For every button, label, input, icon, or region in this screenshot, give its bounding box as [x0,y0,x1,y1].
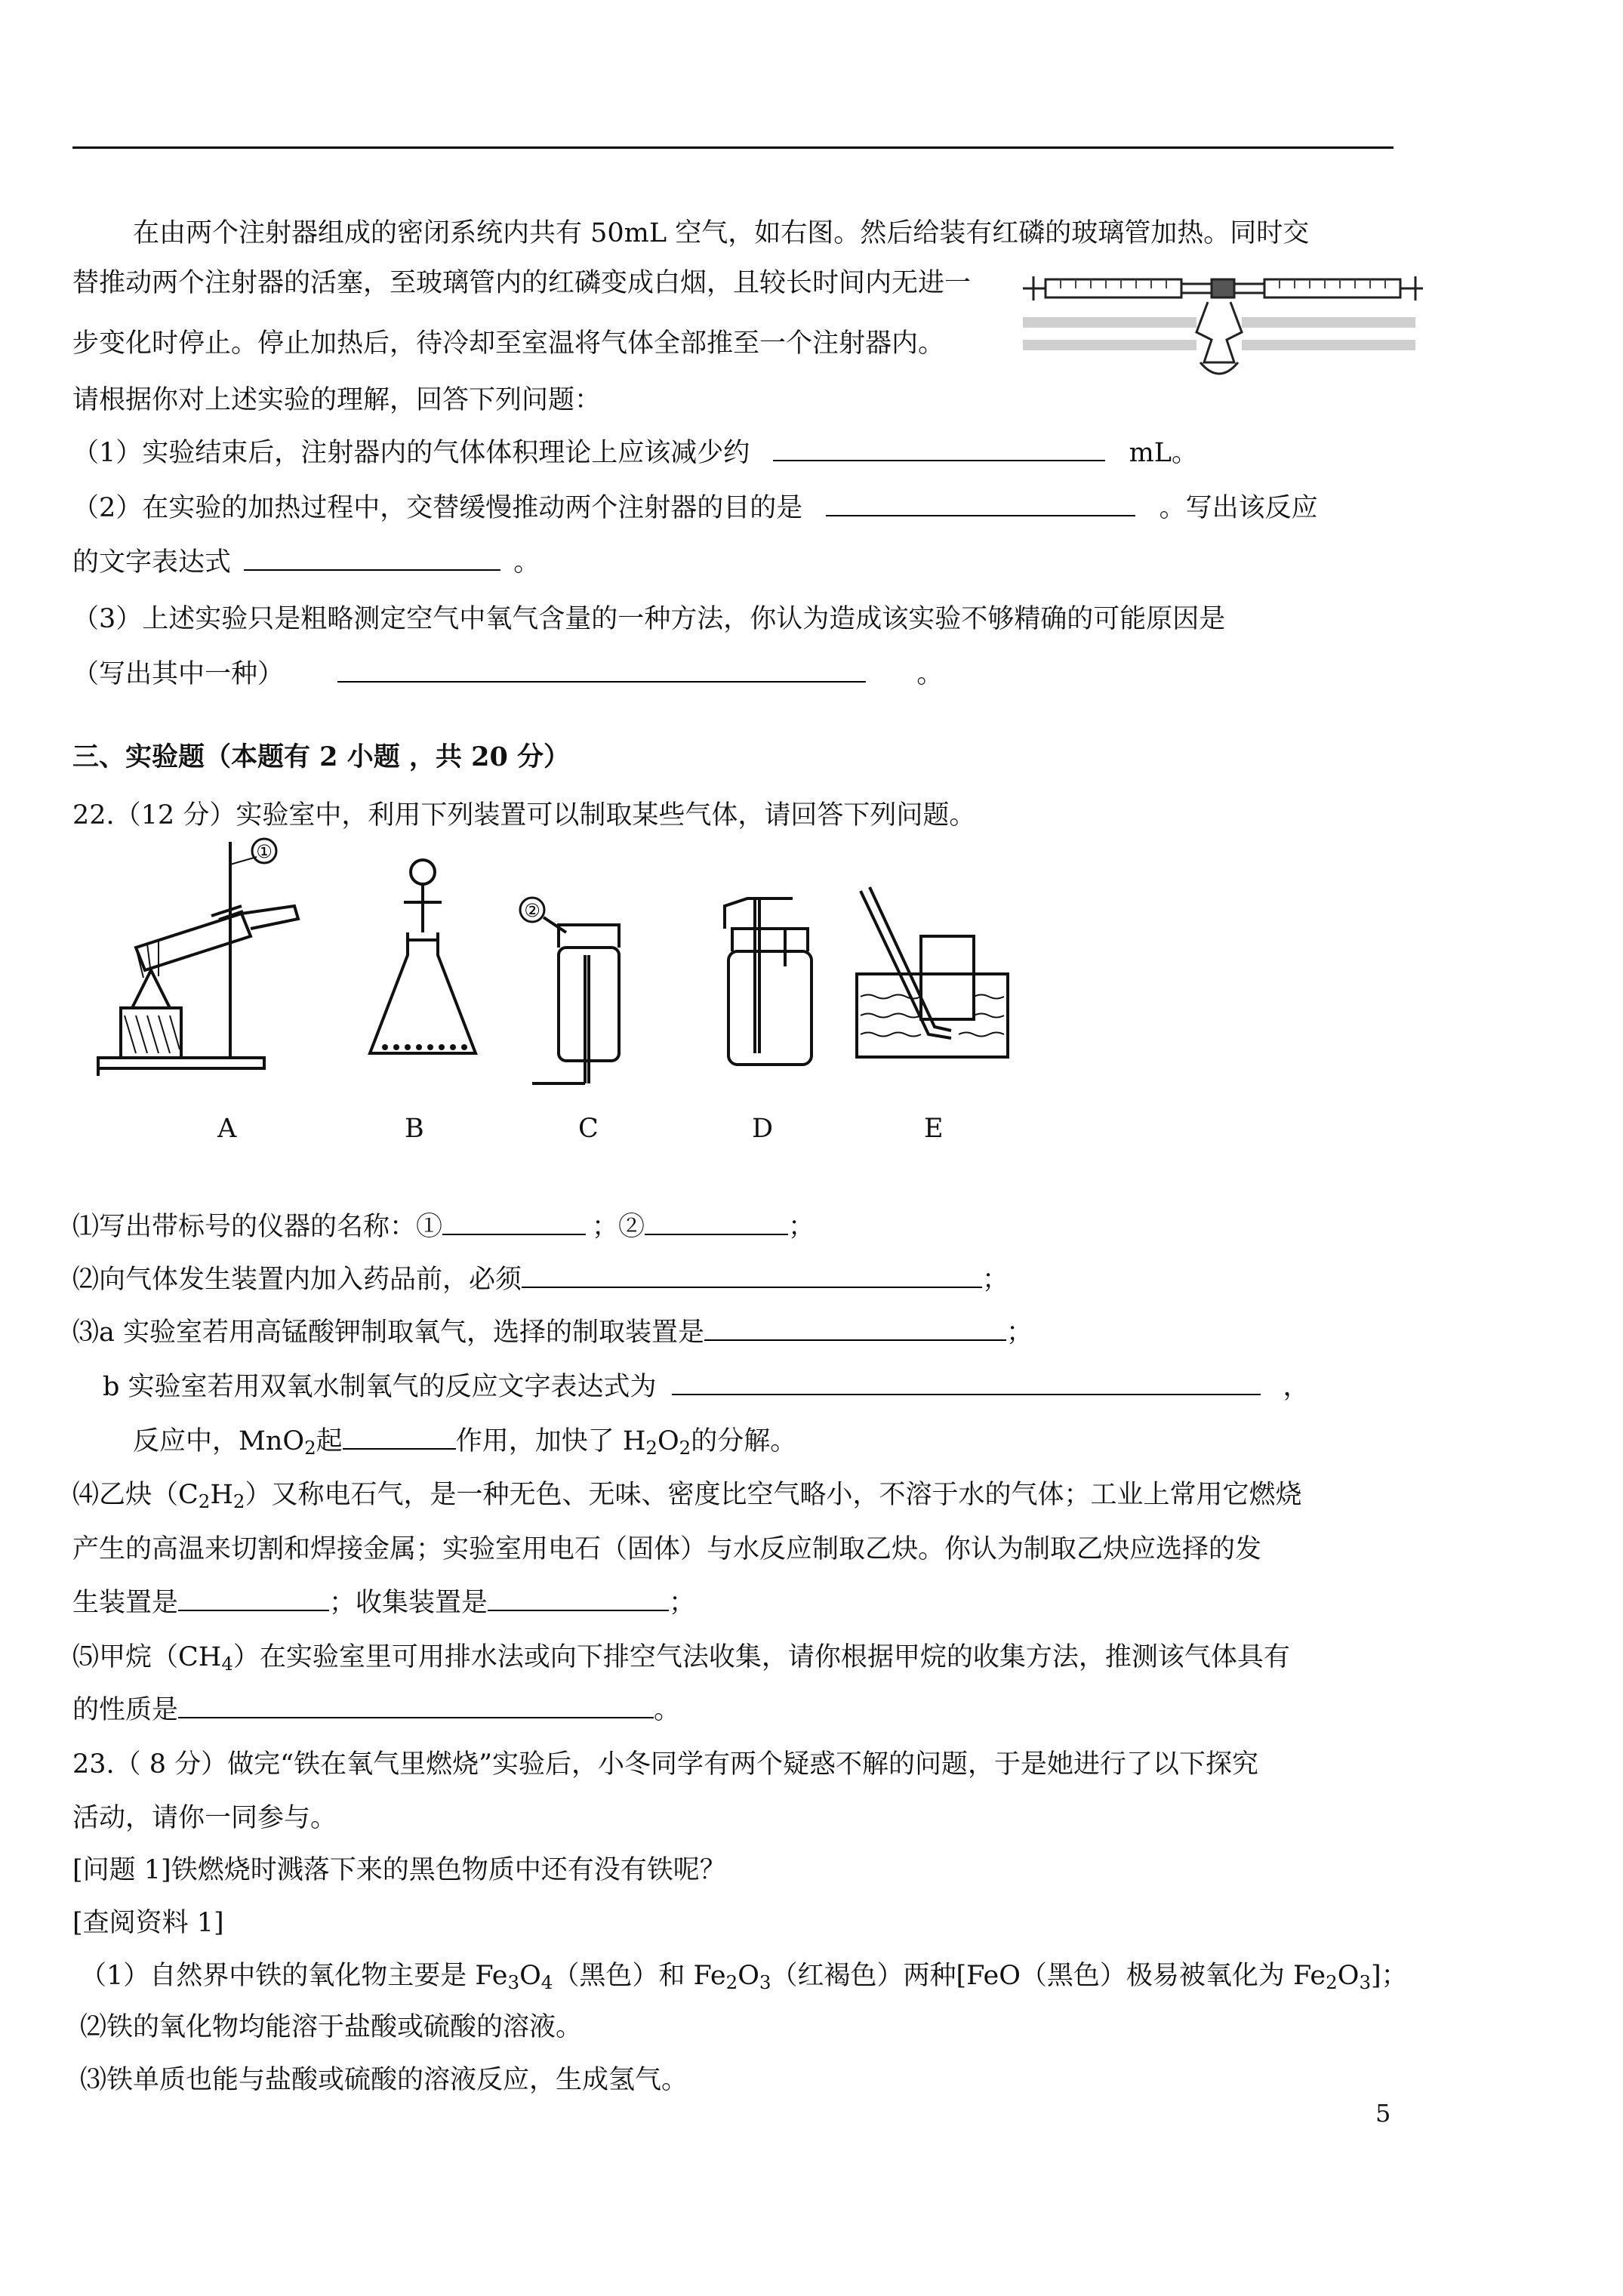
answer-blank-q2-expression[interactable] [244,544,500,571]
ref-1-part: （黑色）和 Fe [553,1961,726,1991]
q22-part-3a [72,1314,1033,1351]
q23-reference-3: ⑶铁单质也能与盐酸或硫酸的溶液反应，生成氢气。 [80,2065,688,2095]
label-d: D [752,1114,774,1144]
q22-part-2-text: ⑵向气体发生装置内加入药品前，必须 [72,1265,522,1295]
subscript: 4 [221,1653,233,1675]
q22-part-5-line-1b: ）在实验室里可用排水法或向下排空气法收集，请你根据甲烷的收集方法，推测该气体具有 [233,1642,1290,1672]
subscript: 2 [645,1437,658,1459]
q22-part-3b [103,1368,1310,1406]
q23-line-1: 23.（ 8 分）做完“铁在氧气里燃烧”实验后，小冬同学有两个疑惑不解的问题，于是她进行了以下探究 [72,1749,1258,1780]
label-a: A [217,1114,237,1144]
ref-1-part: O [1337,1961,1360,1991]
q22-part-5-line-1 [72,1638,1290,1683]
page-number: 5 [1375,2099,1391,2128]
label-e: E [924,1114,944,1144]
ref-1-part: ]； [1371,1961,1408,1991]
answer-blank-instrument-1[interactable] [442,1208,586,1235]
passage-prompt: 请根据你对上述实验的理解，回答下列问题： [72,385,602,415]
question-2 [72,489,1318,527]
answer-blank-catalyst-role[interactable] [343,1422,456,1450]
answer-blank-instrument-2[interactable] [645,1208,788,1235]
answer-blank-apparatus[interactable] [704,1314,1006,1341]
question-2-tail: 。写出该反应 [1159,493,1318,523]
question-2-text: （2）在实验的加热过程中，交替缓慢推动两个注射器的目的是 [72,493,803,523]
q22-part-1 [72,1208,815,1246]
apparatus-b-figure [355,849,491,1076]
subscript: 3 [507,1971,520,1994]
subscript: 3 [759,1971,771,1994]
answer-blank-q1[interactable] [773,434,1105,461]
answer-blank-q3[interactable] [337,655,866,683]
q22-part-4-line-1b: ）又称电石气，是一种无色、无味、密度比空气略小，不溶于水的气体；工业上常用它燃烧 [245,1480,1302,1510]
q22-part-1-text: ⑴写出带标号的仪器的名称：① [72,1212,443,1242]
question-3-line-2 [72,655,943,693]
label-b: B [405,1114,424,1144]
q23-line-2: 活动，请你一同参与。 [72,1803,337,1833]
header-rule [72,146,1394,149]
subscript: 2 [304,1437,316,1459]
q22-part-2 [72,1261,1009,1299]
question-2-line-2 [72,544,540,581]
apparatus-d-figure [717,883,830,1110]
ref-1-part: （1）自然界中铁的氧化物主要是 Fe [80,1961,508,1991]
ref-1-part: （红褐色）两种[FeO（黑色）极易被氧化为 Fe [771,1961,1326,1991]
q22-part-4-line-3 [72,1584,695,1622]
question-1 [72,434,1198,472]
passage-line-3: 步变化时停止。停止加热后，待冷却至室温将气体全部推至一个注射器内。 [72,328,945,359]
question-3-line-2-text: （写出其中一种） [72,659,285,689]
q22-part-3c-end: 的分解。 [691,1426,797,1456]
question-3-line-2-end: 。 [916,659,944,689]
marker-2: ② [524,900,540,921]
q22-part-3c-post: 作用，加快了 H [455,1426,646,1456]
formula-part: H [210,1480,233,1510]
q22-part-5-line-2 [72,1691,680,1729]
answer-blank-generator[interactable] [178,1584,329,1611]
q22-part-3a-text: ⑶a 实验室若用高锰酸钾制取氧气，选择的制取装置是 [72,1318,704,1348]
subscript: 2 [725,1971,738,1994]
q22-part-3b-text: b 实验室若用双氧水制氧气的反应文字表达式为 [103,1372,657,1402]
subscript: 2 [198,1490,211,1513]
subscript: 3 [1359,1971,1372,1994]
question-2-line-2-end: 。 [513,547,540,578]
subscript: 2 [679,1437,691,1459]
q22-part-3c [133,1422,796,1467]
q22-part-4-line-3a: 生装置是 [72,1588,179,1618]
q22-part-4-line-3c: ； [669,1588,696,1618]
ref-1-part: O [519,1961,541,1991]
apparatus-a-figure [91,834,340,1083]
q22-part-1-sep: ；② [592,1212,645,1242]
q23-reference-heading: [查阅资料 1] [72,1908,224,1938]
passage-line-1: 在由两个注射器组成的密闭系统内共有 50mL 空气，如右图。然后给装有红磷的玻璃管加热。同时交 [133,218,1310,248]
answer-blank-q2[interactable] [826,489,1135,516]
answer-blank-preparation[interactable] [522,1261,982,1288]
answer-blank-collector[interactable] [488,1584,669,1611]
question-1-unit: mL。 [1129,438,1198,468]
passage-line-2: 替推动两个注射器的活塞，至玻璃管内的红磷变成白烟，且较长时间内无进一 [72,268,972,298]
subscript: 2 [233,1490,245,1513]
q22-part-4-line-3b: ；收集装置是 [329,1588,488,1618]
q23-reference-2: ⑵铁的氧化物均能溶于盐酸或硫酸的溶液。 [80,2012,583,2042]
q22-part-5-line-2-text: 的性质是 [72,1695,179,1725]
q22-intro: 22.（12 分）实验室中，利用下列装置可以制取某些气体，请回答下列问题。 [72,800,976,831]
question-2-line-2-text: 的文字表达式 [72,547,232,578]
q22-part-3c-pre: 反应中，MnO [133,1426,305,1456]
apparatus-c-figure [513,880,657,1106]
q22-part-4-line-1a: ⑷乙炔（C [72,1480,199,1510]
q22-part-2-end: ； [982,1265,1009,1295]
answer-blank-word-equation[interactable] [672,1368,1261,1395]
syringe-apparatus-figure [1015,249,1438,393]
marker-1: ① [256,841,273,862]
q22-part-3c-mid: 起 [316,1426,343,1456]
formula-part: O [657,1426,679,1456]
answer-blank-properties[interactable] [178,1691,654,1718]
q23-question-1: [问题 1]铁燃烧时溅落下来的黑色物质中还有没有铁呢？ [72,1855,726,1885]
question-3: （3）上述实验只是粗略测定空气中氧气含量的一种方法，你认为造成该实验不够精确的可能原因是 [72,604,1226,634]
ref-1-part: O [738,1961,759,1991]
q22-part-4-line-2: 产生的高温来切割和焊接金属；实验室用电石（固体）与水反应制取乙炔。你认为制取乙炔应选择的发 [72,1534,1262,1564]
question-1-text: （1）实验结束后，注射器内的气体体积理论上应该减少约 [72,438,750,468]
q22-part-3b-end: ， [1283,1372,1310,1402]
apparatus-e-figure [845,876,1019,1102]
q22-part-5-end: 。 [654,1695,681,1725]
q22-part-4-line-1 [72,1476,1302,1521]
q22-part-1-end: ； [788,1212,815,1242]
section-3-heading: 三、实验题（本题有 2 小题 ，共 20 分） [72,741,570,772]
q22-part-3a-end: ； [1006,1318,1033,1348]
q23-reference-1 [80,1957,1408,2002]
label-c: C [578,1114,599,1144]
subscript: 2 [1326,1971,1338,1994]
q22-part-5-line-1a: ⑸甲烷（CH [72,1642,222,1672]
subscript: 4 [540,1971,553,1994]
